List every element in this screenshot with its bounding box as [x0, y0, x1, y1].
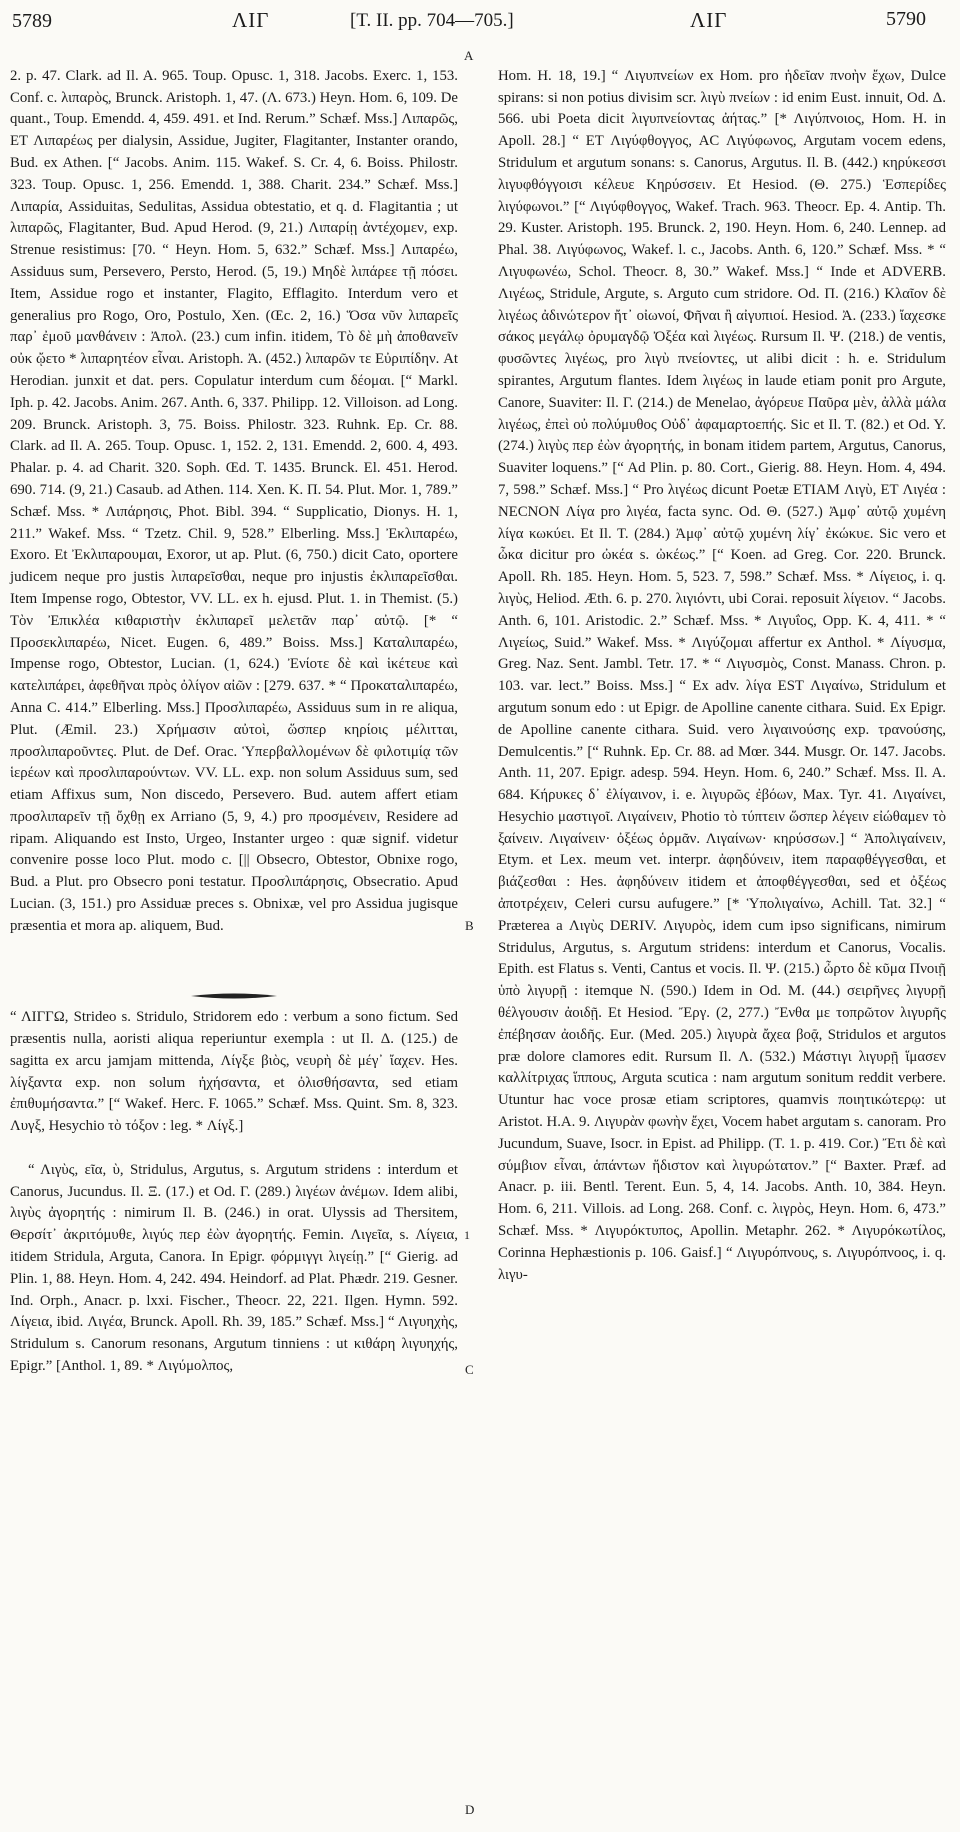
entry-ligys: “ Λιγὺς, εῖα, ὺ, Stridulus, Argutus, s. Argutum stridens : interdum et Canorus, Jucundus. Il. Ξ. (17.) et Od. Γ. (289.) λιγέων ἀνέμων. Idem alibi, λιγὺς ἀγορητής : nimirum Il. B. (246.) in orat. Ulyssis ad Thersitem, Θερσίτ᾽ ἀκριτόμυθε, λιγύς περ ἐὼν ἀγορητής. Femin. Λιγεῖα, s. Λίγεια, itidem Stridula, Arguta, Canora. In Epigr. φόρμιγγι λιγείῃ.” [“ Gierig. ad Plin. 1, 88. Heyn. Hom. 4, 242. 494. Heindorf. ad Plat. Phædr. 219. Gesner. Ind. Orph., Anacr. p. lxxi. Fischer., Theocr. 22, 221. Ilgen. Hymn. 592. Λίγεια, ibid. Λιγέα, Brunck. Apoll. Rh. 39, 185.” Schæf. Mss.] “ Λιγυηχὴς, Stridulum s. Canorum resonans, Argutum tinniens : ut κιθάρη λιγυηχής, Epigr.” [Anthol. 1, 89. * Λιγύμολπος, [10, 1161, 458, 1375]
margin-letter-b: B [465, 918, 474, 933]
entry-lingo: “ ΛΙΓΓΩ, Strideo s. Stridulo, Stridorem edo : verbum a sono fictum. Sed præsentis nulla, aoristi aliqua reperiuntur exempla : ut Il. Δ. (125.) de sagitta ex arcu jamjam mittenda, Λίγξε βιὸς, νευρὴ δὲ μέγ᾽ ἴαχεν. Hes. λίγξαντα exp. non solum ἠχήσαντα, et ὀλισθήσαντα, sed etiam ἐπιθυμήσαντα.” [“ Wakef. Herc. F. 1065.” Schæf. Mss. Quint. Sm. 8, 323. Λυγξ, Hesychio τὸ τόξον : leg. * Λίγξ.] [10, 1009, 458, 1135]
entry-ligypneion: Hom. H. 18, 19.] “ Λιγυπνείων ex Hom. pro ἡδεῖαν πνοὴν ἔχων, Dulce spirans: si non potius divisim scr. λιγὺ πνείων : id enim Eust. innuit, Od. Δ. 566. ubi Poeta dicit λιγυπνείοντας ἀήτας.” [* Λιγύπνοιος, Hom. H. in Apoll. 28.] “ ET Λιγύφθογγος, AC Λιγύφωνος, Argutam vocem edens, Stridulum et argutum sonans: s. Canorus, Argutus. Il. B. (442.) κηρύκεσσι λιγυφθόγγοισι κέλευε Κηρύσσειν. Et Hesiod. (Θ. 275.) Ἑσπερίδες λιγύφωνοι.” [“ Λιγύφθογγος, Wakef. Trach. 963. Theocr. Ep. 4. Antip. Th. 29. Kuster. Aristoph. 195. Brunck. 2, 190. Heyn. Hom. 6, 240. Lennep. ad Phal. 38. Λιγύφωνος, Wakef. l. c., Jacobs. Anth. 6, 120.” Schæf. Mss. * “ Λιγυφωνέω, Schol. Theocr. 8, 30.” Wakef. Mss.] “ Inde et ADVERB. Λιγέως, Stridule, Argute, s. Arguto cum stridore. Od. Π. (216.) Κλαῖον δὲ λιγέως ἀδινώτερον ἤτ᾽ οἰωνοί, Φῆναι ἢ αἰγυπιοί. Hesiod. Ἀ. (233.) ἴαχεσκε σάκος μεγάλῳ ὀρυμαγδῷ Ὀξέα καὶ λιγέως. Rursum Il. Ψ. (218.) de ventis, φυσῶντες λιγέως, pro λιγὺ πνείοντες, ut alibi dicit : h. e. Stridulum spirantes, Argutum flantes. Idem λιγέως in laude etiam ponit pro Argute, Canore, Suaviter: Il. Γ. (214.) de Menelao, ἀγόρευε Παῦρα μὲν, ἀλλὰ μάλα λιγέως, ἐπεὶ οὐ πολύμυθος Οὐδ᾽ ἀφαμαρτοεπής. Sic et Il. T. (82.) et Od. Y. (274.) λιγὺς περ ἐὼν ἀγορητής, in bonam itidem partem, Argutus, Canorus, Suaviter loquens.” [“ Ad Plin. p. 80. Cort., Gierig. 88. Heyn. Hom. 4, 494. 7, 598.” Schæf. Mss.] “ Pro λιγέως dicunt Poetæ ETIAM Λιγὺ, ET Λιγέα : NECNON Λίγα pro λιγέα, facta sync. Od. Θ. (527.) Ἀμφ᾽ αὐτῷ χυμένη λίγα κωκύει. Et Il. T. (284.) Ἀμφ᾽ αὐτῷ χυμένη λίγ᾽ ἐκώκυε. Sic vero et ὦκα dicitur pro ὠκέα s. ὠκέως.” [“ Koen. ad Greg. Cor. 220. Brunck. Apoll. Rh. 185. Heyn. Hom. 5, 523. 7, 598.” Schæf. Mss. * Λίγειος, i. q. λιγὺς, Heliod. Æth. 6. p. 270. λιγιόντι, ubi Corai. reposuit λίγειον. “ Jacobs. Anth. 6, 101. Aristodic. 2.” Schæf. Mss. * Λιγυΐος, Opp. K. 4, 411. * “ Λιγείως, Suid.” Wakef. Mss. * Λιγύζομαι affertur ex Anthol. * Λίγυσμα, Greg. Naz. Sent. Jambl. Tetr. 17. * “ Λιγυσμὸς, Const. Manass. Chron. p. 103. var. lect.” Boiss. Mss.] “ Ex adv. λίγα EST Λιγαίνω, Stridulum et argutum sonum edo : ut Epigr. de Apolline canente cithara. Suid. Ex Epigr. de Apolline canente cithara. Suid. vero λιγαινούσης exp. τρανούσης, Demulcentis.” [“ Ruhnk. Ep. Cr. 88. ad Mœr. 344. Musgr. Or. 147. Jacobs. Anth. 11, 207. Epigr. adesp. 594. Heyn. Hom. 6, 240.” Schæf. Mss. Il. A. 684. Κήρυκες δ᾽ ἐλίγαινον, i. e. λιγυρῶς ἐβόων, Max. Tyr. 41. Λιγαίνει, Hesychio μαστιγοῖ. Λιγαίνειν, Photio τὸ τύπτειν ὥσπερ λέγειν εἰώθαμεν τὸ ξαίνειν. Λιγαίνειν· ὀξέως ὁρμᾶν. Λιγαίνων· κηρύσσων.] “ Ἀπολιγαίνειν, Etym. et Lex. meum vet. interpr. ἀφηδύνειν, item παραφθέγγεσθαι, et βιάζεσθαι : Hes. ἀφηδύνειν itidem et ἀποφθέγγεσθαι, sed et ὀξέως ἀποτρέχειν, Celeri cursu aufugere.” [* Ὑπολιγαίνω, Achill. Tat. 32.] “ Præterea a Λιγὺς DERIV. Λιγυρὸς, idem cum ipso significans, nimirum Stridulus, Argutus, s. Argutum stridens: interdum et Canorus, Vocalis. Epith. est Flatus s. Venti, Cantus et vocis. Il. Ψ. (215.) ὦρτο δὲ κῦμα Πνοιῇ ὑπὸ λιγυρῇ : itemque N. (590.) Idem in Od. M. (44.) σειρῆνες λιγυρῇ θέλγουσιν ἀοιδῇ. Et Hesiod. Ἔργ. (2, 277.) Ἔνθα με τοπρῶτον λιγυρῆς ἐπέβησαν ἀοιδῆς. Eur. (Med. 205.) λιγυρὰ ἄχεα βοᾷ, Stridulos et argutos præ dolore clamores edit. Rursum Il. Λ. (532.) Μάστιγι λιγυρῇ ἵμασεν καλλίτριχας ἵππους, Arguta scutica : nam argutum sonitum reddit verbere. Utuntur hac voce prosæ etiam scriptores, quamvis ποιητικώτερῳ: ut Aristot. H.A. 9. Λιγυρὰν φωνὴν ἔχει, Vocem habet argutam s. canoram. Pro Jucundum, Suave, Isocr. in Epist. ad Philipp. (T. 1. p. 419. Cor.) Ἔτι δὲ καὶ σύμβιον εἶναι, ἁπάντων ἥδιστον καὶ λιγυρώτατον.” [“ Baxter. Præf. ad Anacr. p. iii. Bentl. Terent. Eun. 5, 4, 14. Jacobs. Anth. 10, 384. Heyn. Hom. 6, 211. Villois. ad Long. 268. Conf. c. λιγρὸς, Heyn. Hom. 6, 473.” Schæf. Mss. * Λιγυρόκτυπος, Apollin. Metaphr. 262. * Λιγυρόκωτίλος, Corinna Hephæstionis p. 106. Gaisf.] “ Λιγυρόπνους, s. Λιγυρόπνοος, i. q. λιγυ- [498, 67, 946, 1283]
ornament-rule [189, 991, 279, 1001]
running-headword-right: ΛΙΓ [690, 8, 728, 32]
margin-letter-d: D [465, 1802, 475, 1817]
running-headword-left: ΛΙΓ [232, 8, 270, 32]
page-number-right: 5790 [886, 8, 926, 30]
right-column [498, 44, 946, 1308]
page-reference: [T. II. pp. 704—705.] [350, 10, 514, 31]
margin-letter-c: C [465, 1362, 474, 1377]
margin-letter-a: A [464, 48, 474, 63]
page-header [0, 0, 960, 40]
entry-lipareo: 2. p. 47. Clark. ad Il. A. 965. Toup. Opusc. 1, 318. Jacobs. Exerc. 1, 153. Conf. c. λιπαρὸς, Brunck. Aristoph. 1, 47. (Λ. 673.) Heyn. Hom. 6, 109. De quant., Toup. Emendd. 4, 459. 491. et Ind. Rerum.” Schæf. Mss.] Λιπαρῶς, ET Λιπαρέως per dialysin, Assidue, Jugiter, Flagitanter, Instanter orando, Bud. ex Athen. [“ Jacobs. Anim. 115. Wakef. S. Cr. 4, 6. Boiss. Philostr. 323. Toup. Opusc. 1, 256. Emendd. 1, 388. Charit. 234.” Schæf. Mss.] Λιπαρία, Assiduitas, Sedulitas, Assidua obtestatio, et q. d. Flagitantia ; ut λιπαρῶς, Flagitanter, Bud. Apud Herod. (9, 21.) Λιπαρίῃ ἀντέχομεν, exp. Strenue resistimus: [70. “ Heyn. Hom. 5, 632.” Schæf. Mss.] Λιπαρέω, Assiduus sum, Persevero, Persto, Herod. (5, 19.) Μηδὲ λιπάρεε τῇ πόσει. Item, Assidue rogo et instanter, Flagito, Efflagito. Interdum vero et generalius pro Rogo, Oro, Postulo, Xen. (Œc. 2, 16.) Ὅσα νῦν λιπαρεῖς παρ᾽ ἐμοῦ μανθάνειν : Ἀπολ. (23.) cum infin. itidem, Τὸ δὲ μὴ ἀποθανεῖν οὐκ ᾤετο * λιπαρητέον εἶναι. Aristoph. Ἀ. (452.) λιπαρῶν τε Εὐριπίδην. At Herodian. junxit et dat. pers. Copulatur interdum cum δέομαι. [“ Markl. Iph. p. 42. Jacobs. Anim. 267. Anth. 6, 337. Philipp. 12. Villoison. ad Long. 209. Brunck. Aristoph. 3, 75. Boiss. Philostr. 323. Ruhnk. Ep. Cr. 88. Clark. ad Il. A. 265. Toup. Opusc. 1, 152. 2, 131. Emendd. 2, 600. 4, 493. Phalar. p. 4. ad Charit. 320. Soph. Œd. T. 1435. Brunck. El. 451. Herod. 690. 714. (9, 21.) Casaub. ad Athen. 114. Xen. K. Π. 54. Plut. Mor. 1, 789.” Schæf. Mss. * Λιπάρησις, Phot. Bibl. 394. “ Supplicatio, Dionys. H. 1, 211.” Wakef. Mss. “ Tzetz. Chil. 9, 528.” Elberling. Mss.] Ἐκλιπαρέω, Exoro. Et Ἐκλιπαρουμαι, Exoror, ut ap. Plut. (6, 750.) dicit Cato, oportere judicem neque pro justis λιπαρεῖσθαι, neque pro injustis ἐκλιπαρεῖσθαι. Item Impense rogo, Obtestor, VV. LL. ex h. ejusd. Plut. 1. in Themist. (5.) Τὸν Ἐπικλέα κιθαριστὴν ἐκλιπαρεῖ μελετᾶν παρ᾽ αὐτῷ. [* “ Προσεκλιπαρέω, Nicet. Eugen. 6, 489.” Boiss. Mss.] Καταλιπαρέω, Impense rogo, Obtestor, Lucian. (1, 624.) Ἐνίοτε δὲ καὶ ἱκέτευε καὶ κατελιπάρει, ἀφεθῆναι πρὸς ὀλίγον αἰῶν : [279. 637. * “ Προκαταλιπαρέω, Anna C. 414.” Elberling. Mss.] Προσλιπαρέω, Assiduus sum in re aliqua, Plut. (Æmil. 23.) Χρήμασιν αὐτοὶ, ὥσπερ κηρίοις μέλιτται, προσλιπαροῦντες. Plut. de Def. Orac. Ὑπερβαλλομένων δὲ φιλοτιμίᾳ τῶν ἱερέων καὶ προσλιπαρούντων. VV. LL. exp. non solum Assiduus sum, sed etiam Affixus sum, Non discedo, Persevero. Bud. autem affert etiam προσλιπαρεῖν τῇ ὄχθῃ ex Arriano (5, 9, 4.) pro προσμένειν, Residere ad ripam. Aliquando est Insto, Urgeo, Instanter urgeo : quæ signif. videtur convenire posse loco Plut. modo c. [|| Obsecro, Obtestor, Obnixe rogo, Bud. a Plut. pro Obsecro poni testatur. Προσλιπάρησις, Obsecratio. Apud Lucian. (3, 151.) pro Assiduæ preces s. Obnixæ, vel pro Assidua jugisque præsentia et mora ap. aliquem, Bud. [10, 67, 458, 934]
page-number-left: 5789 [12, 10, 52, 32]
left-column [10, 44, 458, 1400]
margin-numeral: 1 [464, 1228, 470, 1242]
section-separator-ornament [10, 965, 458, 977]
